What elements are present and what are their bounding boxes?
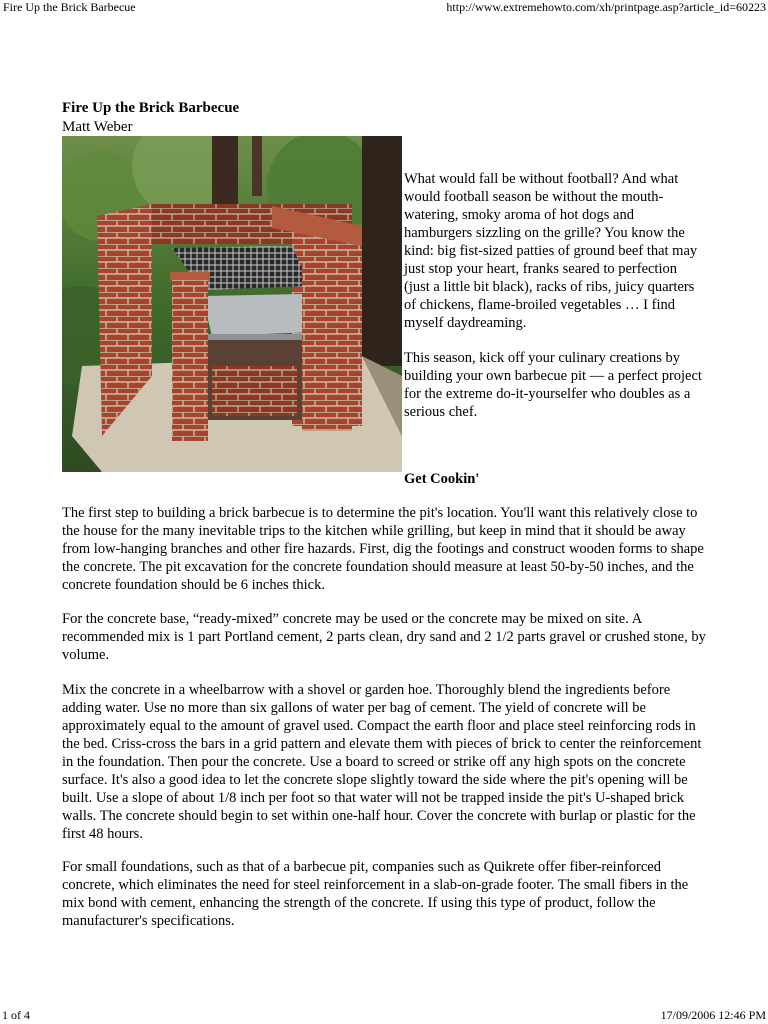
body-paragraph-4: For small foundations, such as that of a barbecue pit, companies such as Quikrete offer fiber-reinforced concrete, which eliminates the need for steel reinforcement in a slab-on-grade footer. The small fibers in the mix bond with cement, enhancing the strength of the concrete. If using this type of product, follow the manufacturer's specifications. (62, 859, 689, 929)
section-heading: Get Cookin' (404, 471, 480, 487)
body-paragraph-2: For the concrete base, “ready-mixed” concrete may be used or the concrete may be mixed on site. A recommended mix is 1 part Portland cement, 2 parts clean, dry sand and 2 1/2 parts gravel or crushed stone, by volume. (62, 611, 706, 663)
print-datetime: 17/09/2006 12:46 PM (660, 1008, 766, 1022)
print-header-url: http://www.extremehowto.com/xh/printpage.asp?article_id=60223 (446, 0, 766, 14)
brick-barbecue-photo (62, 136, 402, 472)
article-author: Matt Weber (62, 119, 133, 135)
print-header-title: Fire Up the Brick Barbecue (3, 0, 136, 14)
body-paragraph-3: Mix the concrete in a wheelbarrow with a shovel or garden hoe. Thoroughly blend the ingredients before adding water. Use no more than six gallons of water per bag of cement. The yield of concrete will be approximately equal to the amount of gravel used. Compact the earth floor and place steel reinforcing rods in the bed. Criss-cross the bars in a grid pattern and elevate them with pieces of brick to center the reinforcement in the foundation. Then pour the concrete. Use a board to screed or strike off any high spots on the concrete surface. It's also a good idea to let the concrete slope slightly toward the side where the pit's opening will be built. Use a slope of about 1/8 inch per foot so that water will not be trapped inside the pit's U-shaped brick walls. The concrete should begin to set within one-half hour. Cover the concrete with burlap or plastic for the first 48 hours. (62, 682, 702, 842)
article-title: Fire Up the Brick Barbecue (62, 100, 240, 116)
body-paragraph-1: The first step to building a brick barbecue is to determine the pit's location. You'll want this relatively close to the house for the many inevitable trips to the kitchen while grilling, but keep in mind that it should be away from low-hanging branches and other fire hazards. First, dig the footings and construct wooden forms to shape the concrete. The pit excavation for the concrete foundation should measure at least 50-by-50 inches, and the concrete foundation should be 6 inches thick. (62, 505, 704, 593)
intro-paragraph-1: What would fall be without football? And what would football season be without the mouth-watering, smoky aroma of hot dogs and hamburgers sizzling on the grille? You know the kind: big fist-sized patties of ground beef that may just stop your heart, franks seared to perfection (just a little bit black), racks of ribs, juicy quarters of chickens, flame-broiled vegetables … I find myself daydreaming. (404, 171, 698, 331)
page-number: 1 of 4 (2, 1008, 30, 1022)
intro-paragraph-2: This season, kick off your culinary creations by building your own barbecue pit — a perfect project for the extreme do-it-yourselfer who doubles as a serious chef. (404, 350, 702, 420)
